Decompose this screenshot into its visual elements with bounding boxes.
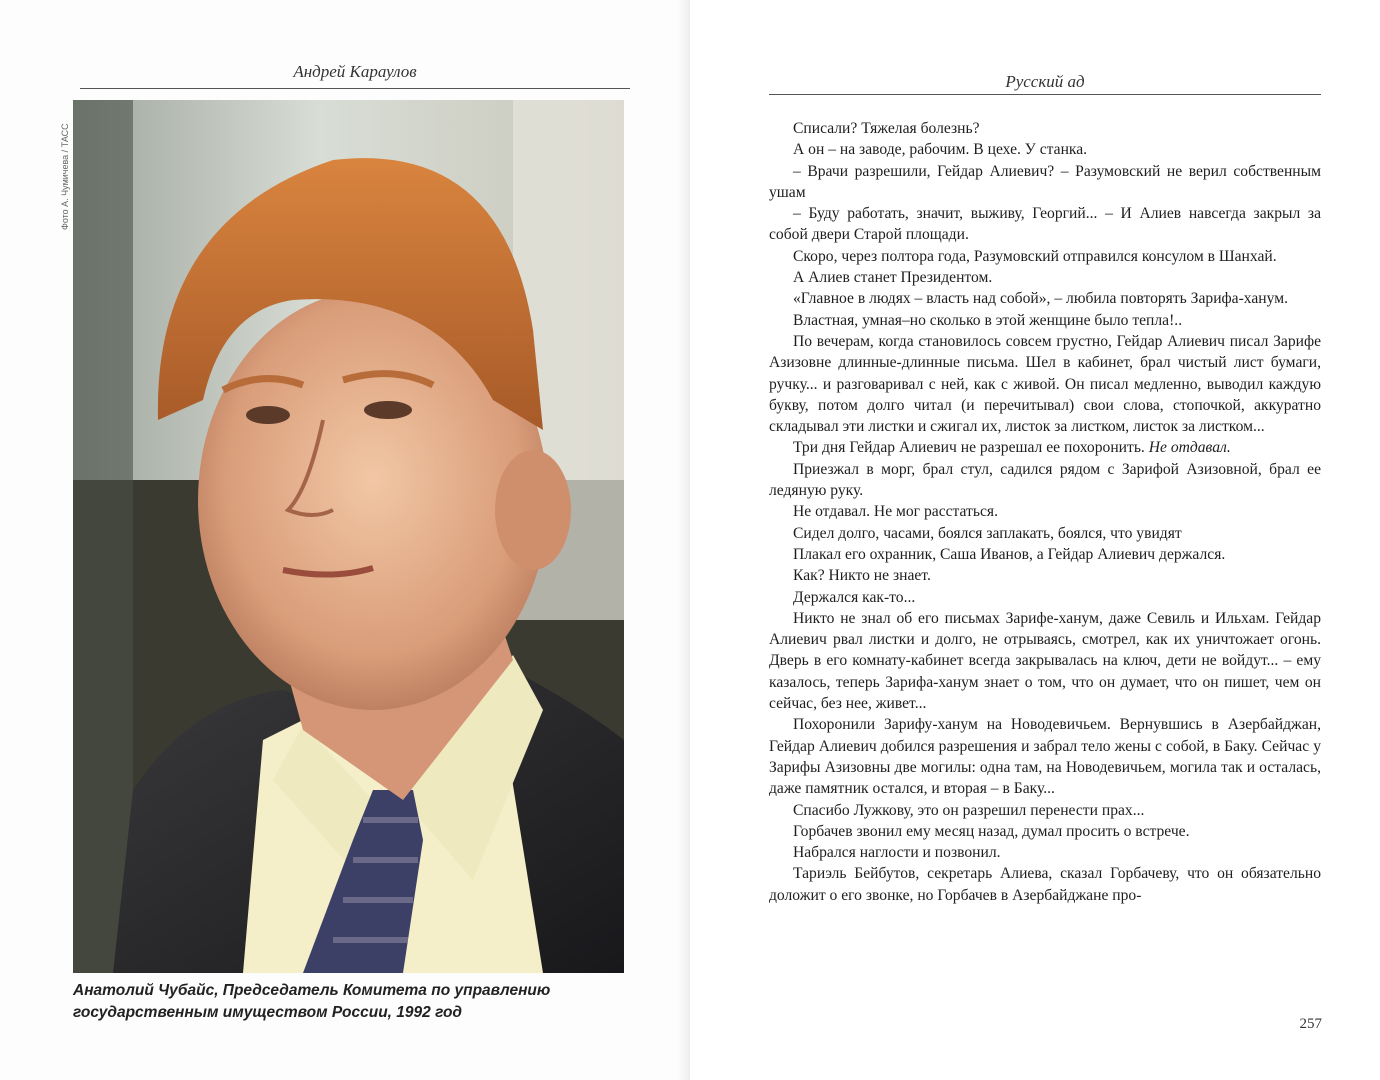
header-rule-right (769, 94, 1321, 95)
caption-line: государственным имуществом России, 1992 год (73, 1004, 462, 1021)
paragraph: А он – на заводе, рабочим. В цехе. У станка. (793, 141, 1088, 159)
paragraph-italic: Не отдавал. (1148, 439, 1231, 457)
portrait-photo (73, 100, 624, 973)
paragraph-text: Три дня Гейдар Алиевич не разрешал ее похоронить. (793, 439, 1149, 457)
paragraph: – Буду работать, значит, выживу, Георгий... – И Алиев навсегда закрыл за собой двери Старой площади. (769, 205, 1321, 244)
paragraph: Списали? Тяжелая болезнь? (793, 120, 980, 137)
paragraph: По вечерам, когда становилось совсем грустно, Гейдар Алиевич писал Зарифе Азизовне длинные-длинные письма. Шел в кабинет, брал чистый лист бумаги, ручку... и разговаривал с ней, как с живой. Он писал медленно, выводил каждую букву, потом долго читал (и перечитывал) свои слова, стопочкой, аккуратно складывал эти листки и сжигал их, листок за листком, листок за листком... (769, 332, 1321, 436)
paragraph: «Главное в людях – власть над собой», – любила повторять Зарифа-ханум. (793, 290, 1288, 308)
paragraph-mixed (769, 437, 1321, 458)
page-number: 257 (1299, 1016, 1322, 1032)
paragraph: Тариэль Бейбутов, секретарь Алиева, сказал Горбачеву, что он обязательно доложит о его звонке, но Горбачев в Азербайджане про- (769, 865, 1321, 904)
caption-line: Анатолий Чубайс, Председатель Комитета по управлению (73, 982, 551, 999)
portrait-illustration (73, 100, 624, 973)
paragraph: Не отдавал. Не мог расстаться. (793, 503, 998, 521)
paragraph: Похоронили Зарифу-ханум на Новодевичьем. Вернувшись в Азербайджан, Гейдар Алиевич добился разрешения и забрал тело жены с собой, в Баку. Сейчас у Зарифы Азизовны две могилы: одна там, на Новодевичьем, могила так и осталась, даже памятник остался, и вторая – в Баку... (769, 716, 1321, 798)
running-head-right: Русский ад (1005, 72, 1085, 91)
running-head-left: Андрей Караулов (293, 62, 417, 81)
paragraph: Властная, умная–но сколько в этой женщине было тепла!.. (793, 311, 1183, 329)
paragraph: А Алиев станет Президентом. (793, 269, 993, 287)
paragraph: Держался как-то... (793, 588, 916, 606)
photo-credit: Фото А. Чумичева / ТАСС (60, 123, 70, 230)
paragraph: Никто не знал об его письмах Зарифе-ханум, даже Севиль и Ильхам. Гейдар Алиевич рвал листки и долго, не отрываясь, смотрел, как их уничтожает огонь. Дверь в его комнату-кабинет всегда закрывалась на ключ, дети не войдут... – ему казалось, теперь Зарифа-ханум знает о том, что он думает, что он пишет, чем он сейчас, без нее, живет... (769, 609, 1321, 713)
paragraph: Как? Никто не знает. (793, 567, 931, 585)
paragraph: Сидел долго, часами, боялся заплакать, боялся, что увидят (793, 524, 1182, 542)
header-rule-left (80, 88, 630, 89)
body-text (769, 118, 1321, 906)
paragraph: – Врачи разрешили, Гейдар Алиевич? – Разумовский не верил собственным ушам (769, 162, 1321, 201)
paragraph: Плакал его охранник, Саша Иванов, а Гейдар Алиевич держался. (793, 545, 1226, 563)
paragraph: Набрался наглости и позвонил. (793, 844, 1001, 862)
photo-caption (73, 980, 633, 1024)
paragraph: Скоро, через полтора года, Разумовский отправился консулом в Шанхай. (793, 247, 1277, 265)
paragraph: Горбачев звонил ему месяц назад, думал просить о встрече. (793, 822, 1190, 840)
paragraph: Спасибо Лужкову, это он разрешил перенести прах... (793, 801, 1145, 819)
paragraph: Приезжал в морг, брал стул, садился рядом с Зарифой Азизовной, брал ее ледяную руку. (769, 460, 1321, 500)
